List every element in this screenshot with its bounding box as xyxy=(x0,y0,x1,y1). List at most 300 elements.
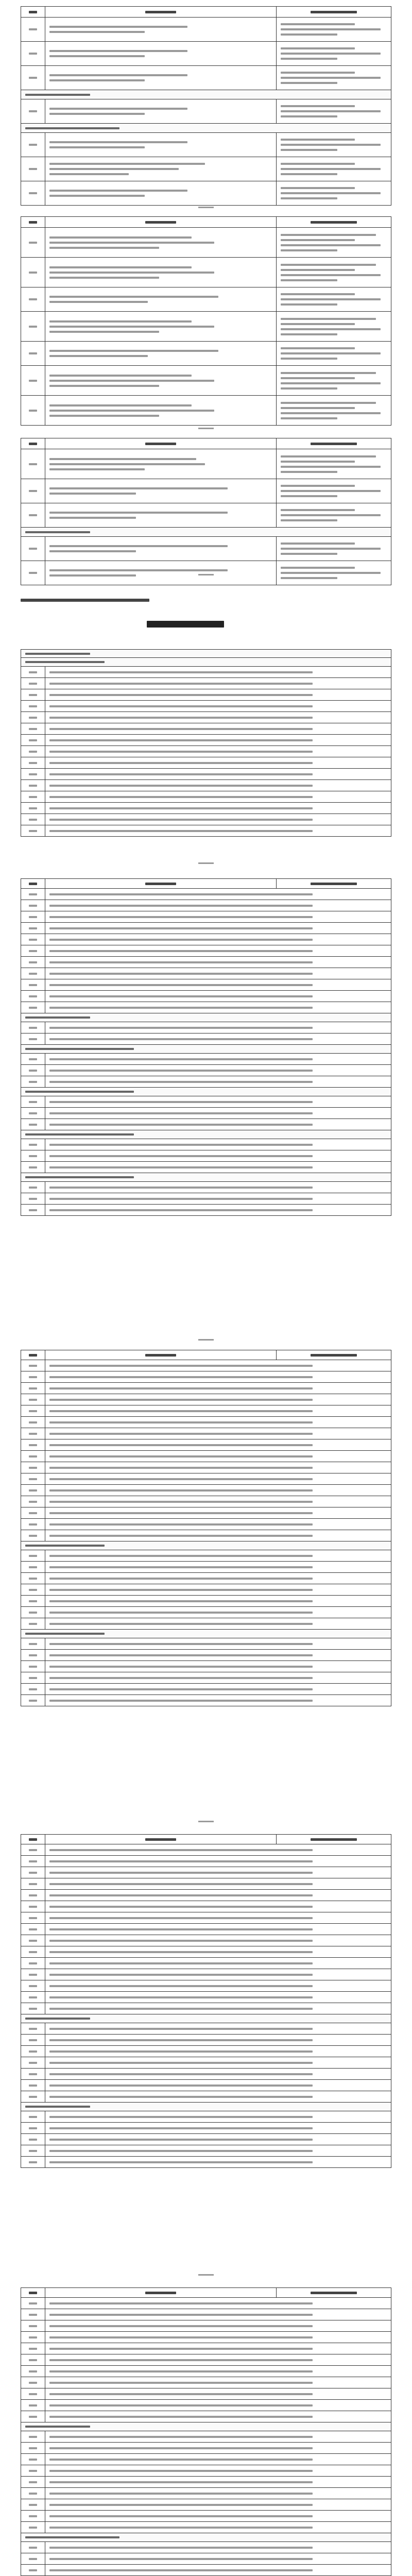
row-department xyxy=(277,312,391,341)
table-row xyxy=(21,1935,391,1946)
text-line xyxy=(29,2459,37,2461)
text-line xyxy=(49,2161,313,2163)
text-line xyxy=(311,1354,357,1357)
table-row xyxy=(21,2366,391,2377)
row-serial xyxy=(21,2465,45,2476)
table-row xyxy=(21,1182,391,1193)
row-serial xyxy=(21,746,45,757)
row-serial xyxy=(21,228,45,257)
text-line xyxy=(49,893,313,895)
text-line xyxy=(49,1872,313,1874)
text-line xyxy=(311,11,357,13)
text-line xyxy=(29,2039,37,2041)
list-table xyxy=(21,878,391,1216)
row-item xyxy=(45,2003,391,2014)
text-line xyxy=(29,1872,37,1874)
text-line xyxy=(49,1058,313,1060)
text-line xyxy=(145,2292,176,2294)
row-item xyxy=(45,803,391,814)
table-row xyxy=(21,342,391,366)
text-line xyxy=(29,2404,37,2406)
text-line xyxy=(29,1985,37,1987)
table-row xyxy=(21,1878,391,1890)
row-serial xyxy=(21,1519,45,1530)
table-row xyxy=(21,701,391,712)
text-line xyxy=(281,455,376,457)
row-serial xyxy=(21,2157,45,2167)
row-department xyxy=(277,228,391,257)
text-line xyxy=(49,517,136,519)
text-line xyxy=(29,1038,37,1040)
text-line xyxy=(49,296,218,298)
row-item xyxy=(45,723,391,734)
text-line xyxy=(29,807,37,809)
table-row xyxy=(21,1980,391,1992)
row-serial xyxy=(21,1856,45,1867)
text-line xyxy=(29,1838,37,1841)
row-serial xyxy=(21,2145,45,2156)
table-row xyxy=(21,1428,391,1439)
table-row xyxy=(21,2298,391,2309)
row-department xyxy=(277,18,391,41)
row-item xyxy=(45,2377,391,2388)
section-title xyxy=(21,1130,391,1139)
text-line xyxy=(281,407,355,409)
text-line xyxy=(29,728,37,730)
table-row xyxy=(21,2411,391,2422)
row-serial xyxy=(21,2488,45,2499)
table-row xyxy=(21,2522,391,2533)
page-number xyxy=(185,572,227,577)
row-serial xyxy=(21,1890,45,1901)
row-item xyxy=(45,2069,391,2079)
text-line xyxy=(29,514,37,516)
section-row xyxy=(21,2422,391,2431)
text-line xyxy=(49,1124,313,1126)
text-line xyxy=(29,443,37,445)
row-serial xyxy=(21,825,45,836)
text-line xyxy=(29,1433,37,1435)
text-line xyxy=(281,417,337,419)
table-row xyxy=(21,2332,391,2343)
row-serial xyxy=(21,157,45,181)
text-line xyxy=(29,2062,37,2064)
row-item xyxy=(45,2477,391,2487)
table-row xyxy=(21,803,391,814)
row-item xyxy=(45,2443,391,2453)
header-department xyxy=(277,879,391,888)
row-serial xyxy=(21,2123,45,2133)
text-line xyxy=(49,463,205,465)
text-line xyxy=(281,58,337,60)
table-row xyxy=(21,2400,391,2411)
row-item xyxy=(45,712,391,723)
table-row xyxy=(21,157,391,181)
row-item xyxy=(45,1856,391,1867)
text-line xyxy=(49,927,313,929)
text-line xyxy=(49,1894,313,1896)
text-line xyxy=(29,144,37,146)
table-row xyxy=(21,503,391,528)
table-row xyxy=(21,1856,391,1867)
text-line xyxy=(49,380,214,382)
text-line xyxy=(25,127,119,129)
table-row xyxy=(21,1139,391,1150)
text-line xyxy=(49,2404,313,2406)
page-number xyxy=(185,1337,227,1342)
row-serial xyxy=(21,2134,45,2145)
text-line xyxy=(29,1489,37,1492)
text-line xyxy=(29,1166,37,1168)
text-line xyxy=(29,2325,37,2327)
text-line xyxy=(281,412,381,414)
text-line xyxy=(49,1906,313,1908)
row-item xyxy=(45,1530,391,1541)
row-item xyxy=(45,2157,391,2167)
row-serial xyxy=(21,1924,45,1935)
text-line xyxy=(49,350,218,352)
row-serial xyxy=(21,1661,45,1672)
row-serial xyxy=(21,287,45,311)
text-line xyxy=(49,266,192,268)
text-line xyxy=(29,819,37,821)
row-item xyxy=(45,1607,391,1618)
text-line xyxy=(25,1091,134,1093)
row-item xyxy=(45,923,391,934)
row-item xyxy=(45,1618,391,1629)
text-line xyxy=(281,318,376,320)
row-item xyxy=(45,979,391,990)
table-row xyxy=(21,957,391,968)
row-item xyxy=(45,1405,391,1416)
text-line xyxy=(29,2139,37,2141)
row-item xyxy=(45,945,391,956)
row-item xyxy=(45,1193,391,1204)
table-row xyxy=(21,2443,391,2454)
row-item xyxy=(45,157,277,181)
table-header-row xyxy=(21,6,391,18)
row-serial xyxy=(21,449,45,479)
row-item xyxy=(45,1451,391,1462)
text-line xyxy=(145,11,176,13)
text-line xyxy=(49,2008,313,2010)
row-serial xyxy=(21,2035,45,2045)
row-item xyxy=(45,2023,391,2034)
text-line xyxy=(281,567,355,569)
text-line xyxy=(29,410,37,412)
text-line xyxy=(29,1155,37,1157)
row-item xyxy=(45,2454,391,2465)
header-department xyxy=(277,1835,391,1844)
text-line xyxy=(29,739,37,741)
text-line xyxy=(281,402,376,404)
text-line xyxy=(281,495,337,497)
table-row xyxy=(21,2003,391,2014)
header-department xyxy=(277,7,391,17)
row-serial xyxy=(21,1417,45,1428)
text-line xyxy=(29,548,37,550)
text-line xyxy=(281,514,381,516)
text-line xyxy=(29,298,37,300)
table-header-row xyxy=(21,438,391,449)
text-line xyxy=(49,512,228,514)
table-row xyxy=(21,258,391,287)
text-line xyxy=(49,79,145,81)
row-item xyxy=(45,1205,391,1215)
table-row xyxy=(21,979,391,991)
text-line xyxy=(25,653,90,655)
text-line xyxy=(29,893,37,895)
page-number xyxy=(185,205,227,210)
section-title xyxy=(21,1630,391,1638)
text-line xyxy=(49,487,228,489)
text-line xyxy=(29,1512,37,1514)
text-line xyxy=(281,77,381,79)
row-item xyxy=(45,228,277,257)
row-department xyxy=(277,342,391,365)
row-serial xyxy=(21,1638,45,1649)
section-row xyxy=(21,1173,391,1182)
row-item xyxy=(45,1496,391,1507)
row-item xyxy=(45,2488,391,2499)
text-line xyxy=(29,2073,37,2075)
section-title xyxy=(21,2533,391,2541)
header-serial xyxy=(21,438,45,449)
table-row xyxy=(21,923,391,934)
table-row xyxy=(21,1054,391,1065)
text-line xyxy=(49,545,228,547)
text-line xyxy=(29,773,37,775)
row-item xyxy=(45,1562,391,1572)
row-item xyxy=(45,911,391,922)
row-department xyxy=(277,537,391,561)
text-line xyxy=(29,1027,37,1029)
row-serial xyxy=(21,479,45,503)
row-item xyxy=(45,2400,391,2411)
text-line xyxy=(49,1677,313,1679)
section-row xyxy=(21,1130,391,1139)
row-item xyxy=(45,769,391,779)
section-row xyxy=(21,90,391,99)
text-line xyxy=(49,331,159,333)
table-row xyxy=(21,1076,391,1088)
text-line xyxy=(29,1523,37,1526)
text-line xyxy=(29,2370,37,2372)
row-serial xyxy=(21,757,45,768)
text-line xyxy=(49,950,313,952)
section-row xyxy=(21,1541,391,1550)
header-serial xyxy=(21,879,45,888)
text-line xyxy=(49,1940,313,1942)
attachment-label xyxy=(21,599,149,602)
header-item xyxy=(45,879,277,888)
text-line xyxy=(49,1578,313,1580)
text-line xyxy=(29,28,37,30)
text-line xyxy=(49,2348,313,2350)
text-line xyxy=(281,372,376,374)
text-line xyxy=(49,2116,313,2118)
text-line xyxy=(49,705,313,707)
text-line xyxy=(49,1187,313,1189)
text-line xyxy=(49,2127,313,2129)
row-item xyxy=(45,1065,391,1076)
section-title xyxy=(21,2422,391,2431)
text-line xyxy=(281,471,337,473)
text-line xyxy=(29,1600,37,1602)
table-row xyxy=(21,1684,391,1695)
row-serial xyxy=(21,1507,45,1518)
text-line xyxy=(311,1838,357,1841)
row-item xyxy=(45,537,277,561)
row-item xyxy=(45,1485,391,1496)
section-row xyxy=(21,658,391,667)
text-line xyxy=(29,1623,37,1625)
row-item xyxy=(45,1584,391,1595)
row-serial xyxy=(21,1672,45,1683)
row-serial xyxy=(21,2298,45,2309)
text-line xyxy=(29,2096,37,2098)
section-row xyxy=(21,2014,391,2023)
text-line xyxy=(29,490,37,492)
text-line xyxy=(29,2084,37,2087)
text-line xyxy=(29,2336,37,2338)
text-line xyxy=(49,905,313,907)
text-line xyxy=(29,1951,37,1953)
text-line xyxy=(29,168,37,170)
row-item xyxy=(45,1980,391,1991)
text-line xyxy=(281,548,381,550)
text-line xyxy=(49,995,313,997)
table-row xyxy=(21,1417,391,1428)
header-serial xyxy=(21,1835,45,1844)
text-line xyxy=(49,1399,313,1401)
row-item xyxy=(45,1661,391,1672)
row-serial xyxy=(21,1033,45,1044)
text-line xyxy=(49,1666,313,1668)
row-serial xyxy=(21,1371,45,1382)
table-row xyxy=(21,968,391,979)
row-serial xyxy=(21,1394,45,1405)
text-line xyxy=(29,1478,37,1480)
row-item xyxy=(45,1119,391,1130)
table-row xyxy=(21,791,391,803)
text-line xyxy=(29,1589,37,1591)
section-row xyxy=(21,1088,391,1096)
text-line xyxy=(29,1860,37,1862)
row-department xyxy=(277,66,391,90)
text-line xyxy=(29,1974,37,1976)
row-serial xyxy=(21,2080,45,2091)
text-line xyxy=(281,249,337,251)
text-line xyxy=(281,387,337,389)
text-line xyxy=(49,458,196,460)
row-serial xyxy=(21,689,45,700)
text-line xyxy=(281,509,355,511)
section-row xyxy=(21,2103,391,2111)
row-serial xyxy=(21,1695,45,1706)
row-serial xyxy=(21,537,45,561)
row-item xyxy=(45,689,391,700)
text-line xyxy=(49,1144,313,1146)
table-row xyxy=(21,735,391,746)
text-line xyxy=(25,2426,90,2428)
text-line xyxy=(29,2416,37,2418)
row-serial xyxy=(21,1992,45,2003)
text-line xyxy=(49,1535,313,1537)
row-department xyxy=(277,258,391,287)
text-line xyxy=(49,410,214,412)
text-line xyxy=(29,1555,37,1557)
row-serial xyxy=(21,312,45,341)
row-item xyxy=(45,1596,391,1606)
row-serial xyxy=(21,1439,45,1450)
text-line xyxy=(281,461,355,463)
text-line xyxy=(29,2028,37,2030)
table-row xyxy=(21,945,391,957)
row-serial xyxy=(21,712,45,723)
table-row xyxy=(21,1562,391,1573)
text-line xyxy=(49,2039,313,2041)
text-line xyxy=(49,961,313,963)
row-item xyxy=(45,1867,391,1878)
text-line xyxy=(25,2536,119,2538)
text-line xyxy=(29,2504,37,2506)
row-item xyxy=(45,561,277,585)
row-item xyxy=(45,2511,391,2521)
text-line xyxy=(49,550,136,552)
text-line xyxy=(29,1535,37,1537)
text-line xyxy=(29,2547,37,2549)
row-serial xyxy=(21,1901,45,1912)
text-line xyxy=(29,2393,37,2395)
text-line xyxy=(29,717,37,719)
section-title xyxy=(21,124,391,132)
table-row xyxy=(21,1901,391,1912)
text-line xyxy=(25,531,90,533)
row-serial xyxy=(21,780,45,791)
text-line xyxy=(25,1633,105,1635)
text-line xyxy=(145,1838,176,1841)
table-row xyxy=(21,900,391,911)
table-row xyxy=(21,1033,391,1045)
text-line xyxy=(49,1155,313,1157)
row-serial xyxy=(21,979,45,990)
row-department xyxy=(277,396,391,425)
table-row xyxy=(21,1946,391,1958)
text-line xyxy=(29,2116,37,2118)
text-line xyxy=(49,751,313,753)
row-serial xyxy=(21,2542,45,2553)
text-line xyxy=(49,1455,313,1458)
row-serial xyxy=(21,814,45,825)
text-line xyxy=(25,1133,134,1136)
row-item xyxy=(45,1890,391,1901)
row-serial xyxy=(21,2511,45,2521)
text-line xyxy=(49,739,313,741)
text-line xyxy=(29,1101,37,1103)
text-line xyxy=(29,1849,37,1851)
table-row xyxy=(21,1530,391,1541)
text-line xyxy=(49,2302,313,2304)
table-row xyxy=(21,18,391,42)
text-line xyxy=(25,94,90,96)
row-serial xyxy=(21,1650,45,1660)
table-row xyxy=(21,42,391,66)
row-item xyxy=(45,1650,391,1660)
section-title xyxy=(21,658,391,666)
text-line xyxy=(281,264,376,266)
text-line xyxy=(281,197,337,199)
